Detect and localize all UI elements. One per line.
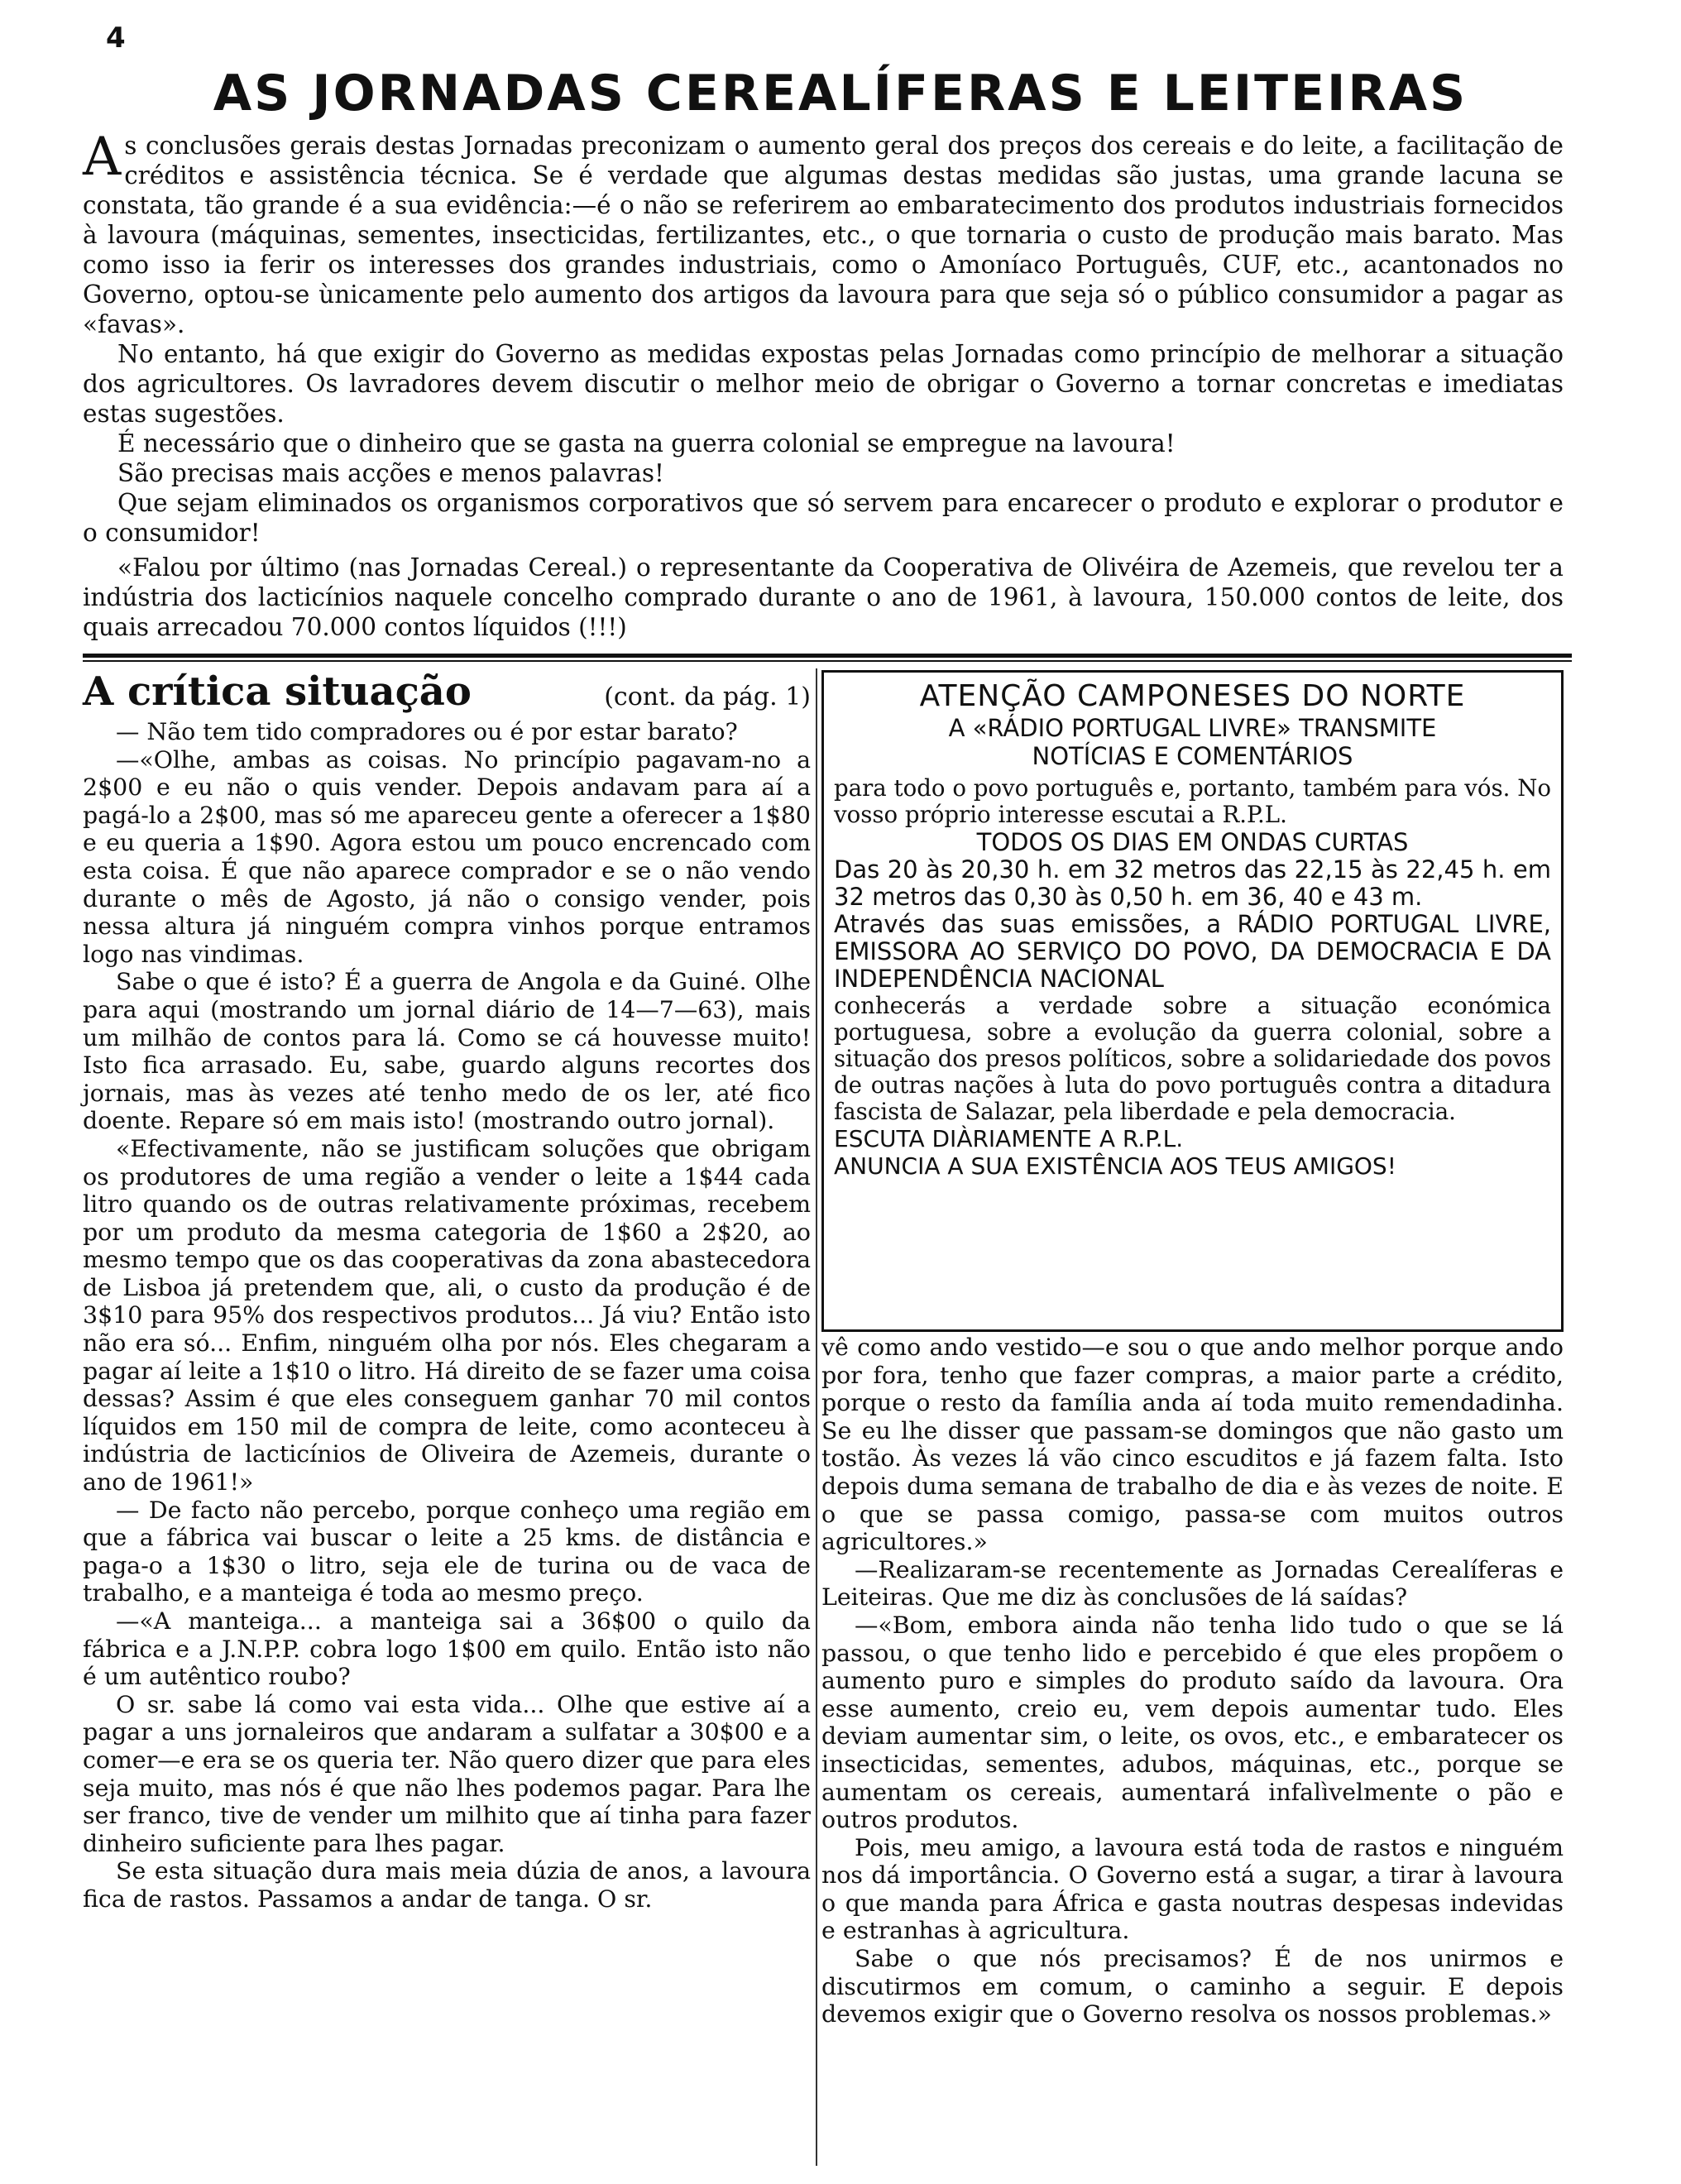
intro-paragraph-5: Que sejam eliminados os organismos corporativos que só servem para encarecer o produto e explorar o produtor e o consumidor! bbox=[83, 489, 1564, 547]
article-paragraph: —Realizaram-se recentemente as Jornadas Cerealíferas e Leiteiras. Que me diz às conclusões de lá saídas? bbox=[821, 1555, 1564, 1612]
radio-announcement-box bbox=[821, 670, 1564, 1332]
box-final-line-1: ESCUTA DIÀRIAMENTE A R.P.L. bbox=[834, 1125, 1184, 1152]
box-subtitle-1: A «RÁDIO PORTUGAL LIVRE» TRANSMITE bbox=[948, 714, 1437, 742]
article-paragraph: Sabe o que nós precisamos? É de nos unirmos e discutirmos em comum, o caminho a seguir. E depois devemos exigir que o Governo resolva os nossos problemas.» bbox=[821, 1945, 1564, 2028]
article-paragraph: — De facto não percebo, porque conheço uma região em que a fábrica vai buscar o leite a 25 kms. de distância e paga-o a 1$30 o litro, seja ele de turina ou de vaca de trabalho, e a manteiga é toda ao mesmo preço. bbox=[83, 1496, 811, 1607]
article-header bbox=[83, 668, 811, 715]
intro-paragraph-1: As conclusões gerais destas Jornadas preconizam o aumento geral dos preços dos cereais e do leite, a facilitação de créditos e assistência técnica. Se é verdade que algumas destas medidas são justas, uma grande lacuna se constata, tão grande é a sua evidência:—é o não se referirem ao embaratecimento dos produtos industriais fornecidos à lavoura (máquinas, sementes, insecticidas, fertilizantes, etc., o que tornaria o custo de produção mais barato. Mas como isso ia ferir os interesses dos grandes industriais, como o Amoníaco Português, CUF, etc., acantonados no Governo, optou-se ùnicamente pelo aumento dos artigos da lavoura para que seja só o público consumidor a pagar as «favas». bbox=[83, 127, 1564, 338]
article-title: A crítica situação bbox=[83, 668, 472, 715]
article-left-column bbox=[83, 668, 811, 1913]
article-paragraph: O sr. sabe lá como vai esta vida... Olhe que estive aí a pagar a uns jornaleiros que andaram a sulfatar a 30$00 e a comer—e era se os queria ter. Não quero dizer que para eles seja muito, mas nós é que não lhes podemos pagar. Para lhe ser franco, tive de vender um milhito que aí tinha para fazer dinheiro suficiente para lhes pagar. bbox=[83, 1690, 811, 1857]
box-paragraph-2: Através das suas emissões, a RÁDIO PORTUGAL LIVRE, EMISSORA AO SERVIÇO DO POVO, DA DEMOCRACIA E DA INDEPENDÊNCIA NACIONAL bbox=[834, 910, 1551, 993]
article-paragraph: «Efectivamente, não se justificam soluções que obrigam os produtores de uma região a vender o leite a 1$44 cada litro quando os de outras relativamente próximas, recebem por um produto da mesma categoria de 1$60 a 2$20, ao mesmo tempo que os das cooperativas da zona abastecedora de Lisboa já pretendem que, ali, o custo da produção é de 3$10 para 95% dos respectivos produtos... Já viu? Então isto não era só... Enfim, ninguém olha por nós. Eles chegaram a pagar aí leite a 1$10 o litro. Há direito de se fazer uma coisa dessas? Assim é que eles conseguem ganhar 70 mil contos líquidos em 150 mil de compra de leite, como aconteceu à indústria de lacticínios de Oliveira de Azemeis, durante o ano de 1961!» bbox=[83, 1134, 811, 1497]
article-paragraph: —«Olhe, ambas as coisas. No princípio pagavam-no a 2$00 e eu não o quis vender. Depois andavam para aí a pagá-lo a 2$00, mas só me apareceu gente a oferecer a 1$80 e eu queria a 1$90. Agora estou um pouco encrencado com esta coisa. É que não aparece comprador e se o não vendo durante o mês de Agosto, já não o consigo vender, pois nessa altura já ninguém compra vinhos porque entramos logo nas vindimas. bbox=[83, 745, 811, 968]
article-continued-note: (cont. da pág. 1) bbox=[604, 682, 811, 711]
box-radio-name: RÁDIO PORTUGAL LIVRE, EMISSORA AO SERVIÇO DO POVO, DA DEMOCRACIA E DA INDEPENDÊNCIA NACIONAL bbox=[834, 910, 1551, 993]
intro-paragraph-4: São precisas mais acções e menos palavras! bbox=[117, 459, 664, 487]
article-paragraph: Sabe o que é isto? É a guerra de Angola e da Guiné. Olhe para aqui (mostrando um jornal diário de 14—7—63), mais um milhão de contos para lá. Como se cá houvesse muito! Isto fica arrasado. Eu, sabe, guardo alguns recortes dos jornais, mas às vezes até tenho medo de os ler, até fico doente. Repare só em mais isto! (mostrando outro jornal). bbox=[83, 968, 811, 1135]
intro-paragraph-3: É necessário que o dinheiro que se gasta na guerra colonial se empregue na lavoura! bbox=[117, 429, 1176, 457]
intro-paragraph-2: No entanto, há que exigir do Governo as medidas expostas pelas Jornadas como princípio de melhorar a situação dos agricultores. Os lavradores devem discutir o melhor meio de obrigar o Governo a tornar concretas e imediatas estas sugestões. bbox=[83, 340, 1564, 428]
box-schedule: Das 20 às 20,30 h. em 32 metros das 22,15 às 22,45 h. em 32 metros das 0,30 às 0,50 h. em 36, 40 e 43 m. bbox=[834, 855, 1551, 911]
intro-section bbox=[83, 127, 1564, 548]
article-paragraph: vê como ando vestido—e sou o que ando melhor porque ando por fora, tenho que fazer compras, a maior parte a crédito, porque o resto da família anda aí toda muito remendadinha. Se eu lhe disser que passam-se domingos que não gasto um tostão. Às vezes lá vão cinco escuditos e já fazem falta. Isto depois duma semana de trabalho de dia e às vezes de noite. E o que se passa comigo, passa-se com muitos outros agricultores.» bbox=[821, 1334, 1564, 1556]
article-paragraph: Se esta situação dura mais meia dúzia de anos, a lavoura fica de rastos. Passamos a andar de tanga. O sr. bbox=[83, 1857, 811, 1913]
cooperative-quote: «Falou por último (nas Jornadas Cereal.) o representante da Cooperativa de Olivéira de Azemeis, que revelou ter a indústria dos lacticínios naquele concelho comprado durante o ano de 1961, à lavoura, 150.000 contos de leite, dos quais arrecadou 70.000 contos líquidos (!!!) bbox=[83, 553, 1564, 641]
box-paragraph-3: conhecerás a verdade sobre a situação económica portuguesa, sobre a evolução da guerra colonial, sobre a situação dos presos políticos, sobre a solidariedade dos povos de outras nações à luta do povo português contra a ditadura fascista de Salazar, pela liberdade e pela democracia. bbox=[834, 992, 1551, 1125]
page-headline: AS JORNADAS CEREALÍFERAS E LEITEIRAS bbox=[213, 65, 1468, 122]
article-paragraph: —«Bom, embora ainda não tenha lido tudo o que se lá passou, o que tenho lido e percebido é que eles propõem o aumento puro e simples do produto saído da lavoura. Ora esse aumento, creio eu, vem depois aumentar tudo. Eles deviam aumentar sim, o leite, os ovos, etc., e embaratecer os insecticidas, sementes, adubos, máquinas, etc., porque se aumentam os cereais, aumentará infalìvelmente o pão e outros produtos. bbox=[821, 1611, 1564, 1834]
box-title: ATENÇÃO CAMPONESES DO NORTE bbox=[919, 679, 1466, 713]
article-paragraph: Pois, meu amigo, a lavoura está toda de rastos e ninguém nos dá importância. O Governo está a sugar, a tirar à lavoura o que manda para África e gasta noutras despesas indevidas e estranhas à agricultura. bbox=[821, 1833, 1564, 1945]
box-paragraph-1: para todo o povo português e, portanto, também para vós. No vosso próprio interesse escutai a R.P.L. bbox=[834, 774, 1551, 828]
drop-cap: A bbox=[83, 127, 122, 188]
article-right-column bbox=[821, 1334, 1564, 2028]
column-divider bbox=[816, 668, 817, 2166]
section-divider bbox=[83, 654, 1572, 662]
page-number: 4 bbox=[106, 22, 126, 55]
box-final-line-2: ANUNCIA A SUA EXISTÊNCIA AOS TEUS AMIGOS! bbox=[834, 1152, 1396, 1180]
box-schedule-title: TODOS OS DIAS EM ONDAS CURTAS bbox=[976, 828, 1409, 856]
article-paragraph: —«A manteiga... a manteiga sai a 36$00 o quilo da fábrica e a J.N.P.P. cobra logo 1$00 em quilo. Então isto não é um autêntico roubo? bbox=[83, 1607, 811, 1691]
box-subtitle-2: NOTÍCIAS E COMENTÁRIOS bbox=[1032, 742, 1353, 770]
article-paragraph: — Não tem tido compradores ou é por estar barato? bbox=[116, 718, 738, 745]
